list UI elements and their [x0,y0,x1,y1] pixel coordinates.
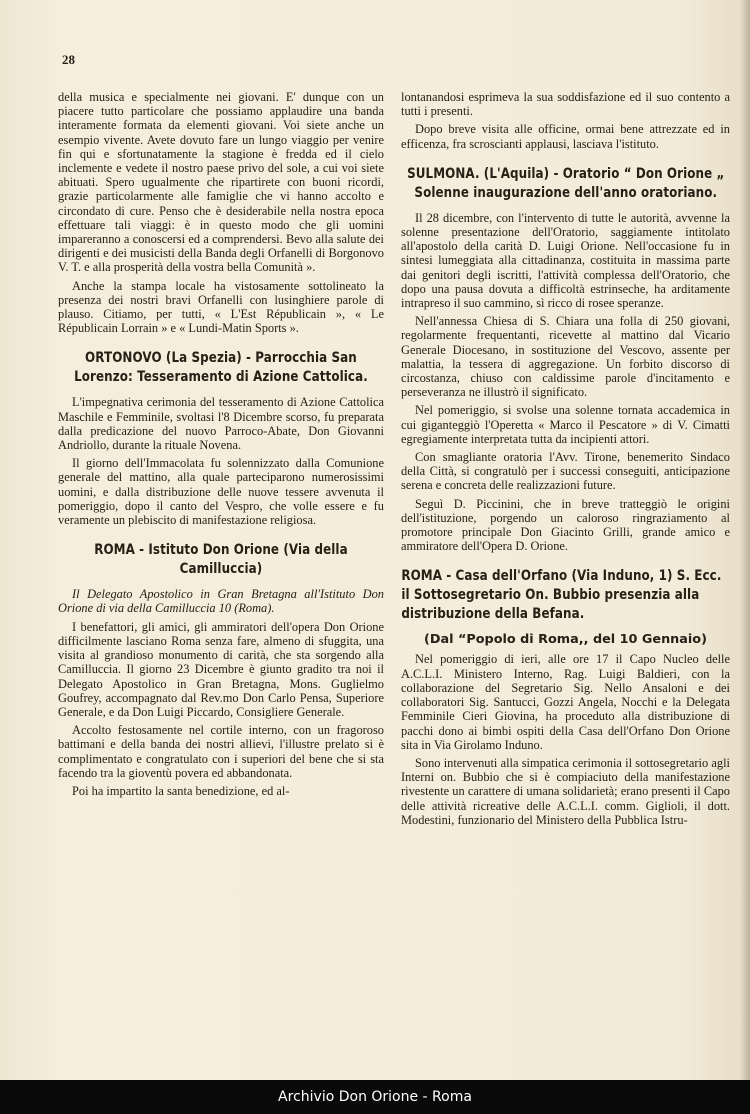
right-column [401,90,730,831]
paragraph: L'impegnativa cerimonia del tesseramento di Azione Cattolica Maschile e Femminile, svoltasi l'8 Dicembre scorso, fu preparata dalla predicazione del nuovo Parroco-Abate, Don Giovanni Andriollo, durante la rituale Novena. [58,395,384,453]
page-number: 28 [62,52,75,67]
footer-text: Archivio Don Orione - Roma [278,1089,472,1105]
paragraph: Nell'annessa Chiesa di S. Chiara una folla di 250 giovani, regolarmente frequentanti, ricevette al mattino dal Vicario Generale Diocesano, in sostituzione del Vescovo, assente per malattia, la tessera di aggregazione. Un forbito discorso di circostanza, chiuso con caldissime parole d'incitamento e perseveranza ne illustrò il significato. [401,314,730,400]
page-edge-shadow [740,0,750,1080]
paragraph: della musica e specialmente nei giovani. E' dunque con un piacere tutto particolare che possiamo applaudire una banda interamente formata da elementi giovani. Voi siete anche un esempio vivente. Avete dovuto fare un lungo viaggio per venire fin qui e sfortunatamente la stagione è fredda ed il cielo inclemente e vedete il nostro paese privo del sole, a cui voi siete abituati. Spero ugualmente che ripartirete con buoni ricordi, grazie particolarmente alle famiglie che vi hanno accolto e circondato di cure. Penso che è desiderabile nella nostra epoca effettuare tali viaggi: è in questo modo che gli uomini impareranno a conoscersi ed a comprendersi. Bevo alla salute dei dirigenti e dei musicisti della Banda degli Orfanelli di Borgonovo V. T. e alla prosperità della vostra bella Comunità ». [58,90,384,275]
archive-footer [0,1080,750,1114]
paragraph: Il giorno dell'Immacolata fu solennizzato dalla Comunione generale del mattino, alla quale parteciparono numerosissimi uomini, e dalla distribuzione delle nuove tessere avvenuta il pomeriggio, dopo il canto del Vespro, che volle essere e fu veramente un plebiscito di manifestazione religiosa. [58,456,384,528]
paragraph: Il 28 dicembre, con l'intervento di tutte le autorità, avvenne la solenne presentazione dell'Oratorio, saggiamente intitolato all'apostolo della carità D. Luigi Orione. Nell'occasione fu in sintesi lumeggiata alla cittadinanza, costituita in massima parte dai genitori degli iscritti, l'attività complessa dell'Oratorio, che dopo una pausa dovuta a difficoltà estrinseche, ha arditamente intrapreso il suo cammino, sì ricco di rosee speranze. [401,210,730,311]
paragraph: Dopo breve visita alle officine, ormai bene attrezzate ed in efficenza, fra scroscianti applausi, lasciava l'istituto. [401,122,730,151]
source-citation: (Dal “Popolo di Roma,, del 10 Gennaio) [424,632,707,648]
left-column [58,90,384,802]
paragraph: Poi ha impartito la santa benedizione, ed al- [72,783,290,798]
section-heading-roma-camilluccia: ROMA - Istituto Don Orione (Via della Camilluccia) [94,542,348,578]
paragraph: Anche la stampa locale ha vistosamente sottolineato la presenza dei nostri bravi Orfanelli con lusinghiere parole di plauso. Citiamo, per tutti, « L'Est Républicain », « Le Républicain Lorrain » e « Lundi-Matin Sports ». [58,278,384,336]
italic-intro: Il Delegato Apostolico in Gran Bretagna all'Istituto Don Orione di via della Camilluccia 10 (Roma). [58,587,384,616]
paragraph: lontanandosi esprimeva la sua soddisfazione ed il suo contento a tutti i presenti. [401,90,730,119]
section-heading-sulmona: SULMONA. (L'Aquila) - Oratorio “ Don Orione „ Solenne inaugurazione dell'anno oratoriano. [406,165,725,201]
paragraph: Nel pomeriggio di ieri, alle ore 17 il Capo Nucleo delle A.C.L.I. Ministero Interno, Rag. Luigi Baldieri, con la collaborazione del Segretario Sig. Nello Ansaloni e dei collaboratori Sig. Santucci, Gozzi Angela, Nocchi e la Delegata Femminile Cieri Giovina, ha proceduto alla distribuzione di pacchi dono ai bimbi ospiti della Casa dell'Orfano Don Orione sita in Via Girolamo Induno. [401,652,730,752]
paragraph: I benefattori, gli amici, gli ammiratori dell'opera Don Orione difficilmente lasciano Roma senza fare, almeno di sfuggita, una visita al grandioso monumento di carità, che sta sorgendo alla Camilluccia. Il giorno 23 Dicembre è giunto gradito tra noi il Delegato Apostolico in Gran Bretagna, Mons. Guglielmo Goufrey, accompagnato dal Rev.mo Don Carlo Pensa, Superiore Generale, e da Don Luigi Piccardo, Consigliere Generale. [58,619,384,719]
paragraph: Con smagliante oratoria l'Avv. Tirone, benemerito Sindaco della Città, si congratulò per i successi conseguiti, anticipazione serena e concreta delle realizzazioni future. [401,450,730,493]
paragraph: Seguì D. Piccinini, che in breve tratteggiò le origini dell'istituzione, porgendo un caloroso ringraziamento al promotore principale Don Giacinto Grilli, grande amico e ammiratore dell'Opera D. Orione. [401,496,730,554]
section-heading-ortonovo: ORTONOVO (La Spezia) - Parrocchia San Lorenzo: Tesseramento di Azione Cattolica. [74,350,368,386]
section-heading-roma-casa-orfano: ROMA - Casa dell'Orfano (Via Induno, 1) S. Ecc. il Sottosegretario On. Bubbio presenzia alla distribuzione della Befana. [401,568,722,623]
paragraph: Nel pomeriggio, si svolse una solenne tornata accademica in cui giganteggiò l'Operetta « Marco il Pescatore » di V. Cimatti egregiamente interpretata tutta da incipienti attori. [401,403,730,446]
paragraph: Sono intervenuti alla simpatica cerimonia il sottosegretario agli Interni on. Bubbio che si è compiaciuto della manifestazione rivestente un carattere di umana solidarietà; erano presenti il Capo delle attività ricreative delle A.C.L.I. comm. Giglioli, il dott. Modestini, funzionario del Ministero della Pubblica Istru- [401,755,730,827]
paragraph: Accolto festosamente nel cortile interno, con un fragoroso battimani e della banda dei nostri allievi, l'illustre prelato si è complimentato e congratulato con i superiori del bene che si sta facendo tra la gioventù povera ed abbandonata. [58,723,384,780]
